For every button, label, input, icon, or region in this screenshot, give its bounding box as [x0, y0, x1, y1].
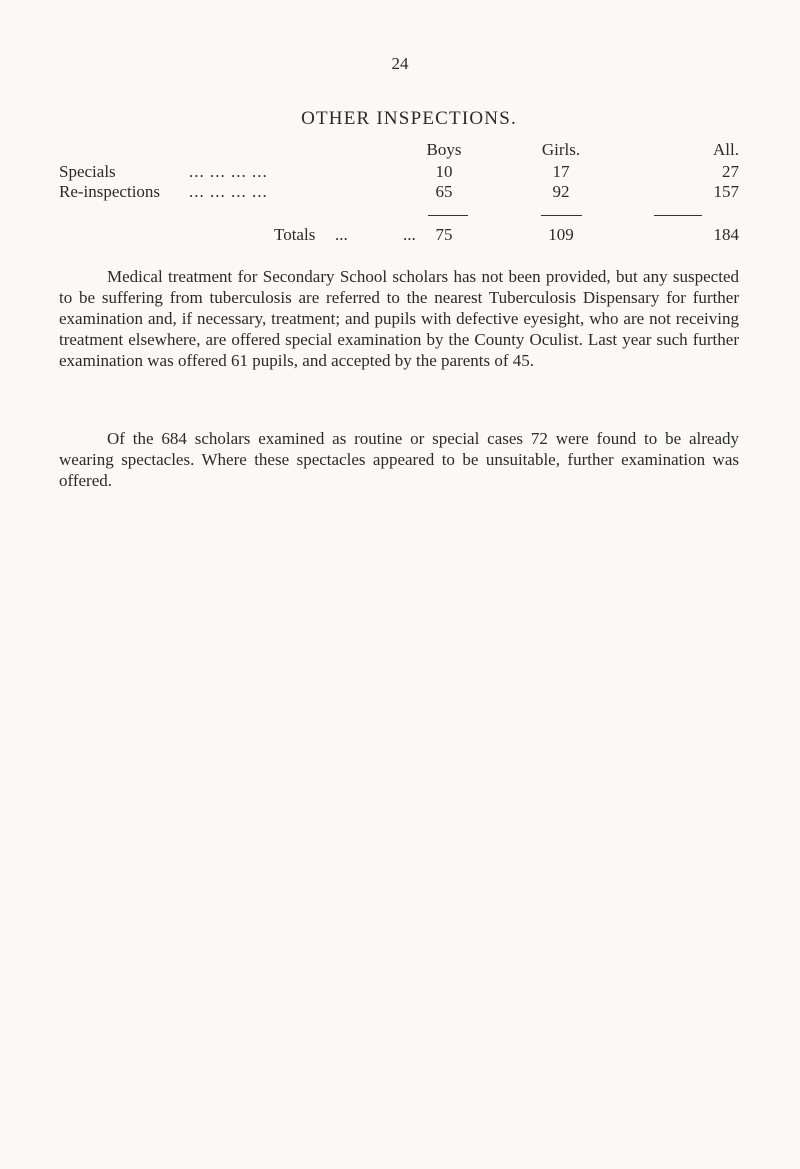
row-boys-value: 10 — [435, 162, 453, 181]
paragraph-spectacles: Of the 684 scholars examined as routine or special cases 72 were found to be already wearing spectacles. Where these spectacles appeared to be unsuitable, further examination was offered. — [59, 429, 739, 490]
row-girls-value: 17 — [552, 162, 570, 181]
table-row-reinspections — [59, 182, 739, 206]
page-number: 24 — [391, 54, 409, 73]
totals-rule-boys — [428, 215, 468, 216]
table-header-row — [59, 140, 739, 164]
row-all-value: 27 — [722, 162, 739, 181]
paragraph-medical-treatment: Medical treatment for Secondary School scholars has not been provided, but any suspected to be suffering from tuberculosis are referred to the nearest Tuberculosis Dispensary for further examination and, if necessary, treatment; and pupils with defective eyesight, who are not receiving treatment elsewhere, are offered special examination by the County Oculist. Last year such further examination was offered 61 pupils, and accepted by the parents of 45. — [59, 267, 739, 370]
row-leader-dots: ... ... ... ... — [189, 182, 268, 201]
row-label: Re-inspections — [59, 182, 161, 201]
totals-girls-value: 109 — [548, 225, 574, 244]
row-boys-value: 65 — [435, 182, 453, 201]
totals-rule-all — [654, 215, 702, 216]
totals-rule-girls — [541, 215, 582, 216]
totals-boys-value: 75 — [435, 225, 453, 244]
totals-all-value: 184 — [713, 225, 739, 244]
row-girls-value: 92 — [552, 182, 570, 201]
totals-leader-dots: ... — [335, 225, 348, 244]
row-leader-dots: ... ... ... ... — [189, 162, 268, 181]
totals-label: Totals — [274, 225, 316, 244]
table-row-totals — [59, 225, 739, 249]
header-girls: Girls. — [541, 140, 581, 159]
row-all-value: 157 — [713, 182, 739, 201]
header-all: All. — [713, 140, 739, 159]
row-label: Specials — [59, 162, 116, 181]
section-title: OTHER INSPECTIONS. — [301, 108, 517, 129]
totals-leader-dots: ... — [403, 225, 416, 244]
header-boys: Boys — [426, 140, 462, 159]
